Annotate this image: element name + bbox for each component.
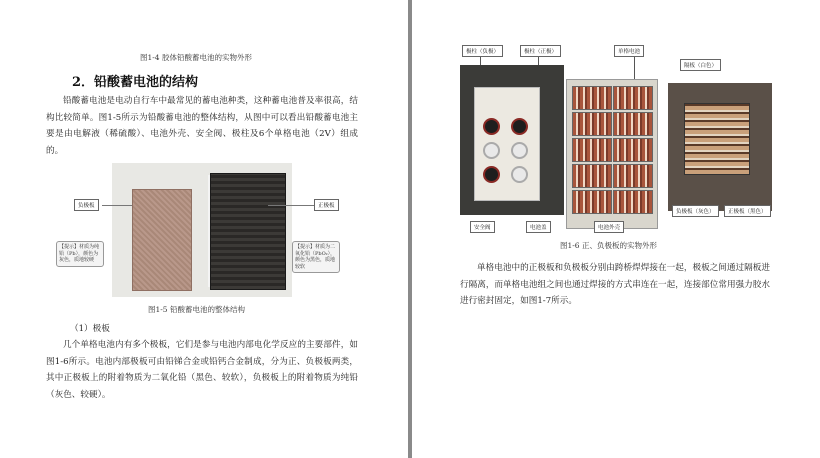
tag-safety-valve: 安全阀 [470, 221, 495, 233]
battery-interior-photo [112, 163, 292, 297]
leader-line [268, 205, 314, 206]
negative-plate-label: 负极板 [74, 199, 99, 211]
valve-cap [511, 166, 528, 183]
section-heading: 2．铅酸蓄电池的结构 [72, 75, 199, 90]
leader-line [102, 205, 132, 206]
leader-line [538, 57, 539, 65]
cell-image [613, 138, 653, 162]
leader-line [480, 57, 481, 65]
leader-line [634, 57, 635, 79]
right-paragraph: 单格电池中的正极板和负极板分别由跨桥焊焊接在一起，极板之间通过隔板进行隔离，而单格电池组之间也通过焊接的方式串连在一起，连接部位常用强力胶水进行密封固定，如图1-7所示。 [460, 263, 770, 307]
plates-paragraph: 几个单格电池内有多个极板，它们是参与电池内部电化学反应的主要部件，如图1-6所示。电池内部极板可由铅锑合金或铅钙合金制成，分为正、负极板两类，其中正极板上的附着物质为二氧化铅（黑色、较软），负极板上的附着物质为纯铅（灰色、较硬）。 [46, 340, 358, 400]
figure-1-4-caption: 图1-4 胶体铅酸蓄电池的实物外形 [140, 53, 252, 62]
positive-plate-image [210, 173, 286, 290]
valve-cap [511, 142, 528, 159]
valve-cap [483, 142, 500, 159]
tag-negative-post: 极柱（负极） [462, 45, 503, 57]
cell-image [572, 86, 612, 110]
cell-image [572, 138, 612, 162]
battery-lid-photo [460, 65, 564, 215]
plate-stack-photo [668, 83, 772, 211]
cell-image [572, 190, 612, 214]
right-page [412, 0, 820, 458]
figure-1-6 [458, 45, 772, 235]
cell-image [613, 86, 653, 110]
battery-case-photo [566, 79, 658, 229]
tag-positive-plate: 正极板（黑色） [724, 205, 771, 217]
tag-negative-plate: 负极板（灰色） [672, 205, 719, 217]
cell-image [572, 164, 612, 188]
note-positive-plate: 【提示】材质为二氧化铅（PbO₂），颜色为黑色，质地较软 [292, 241, 340, 273]
cell-image [613, 164, 653, 188]
battery-lid-image [474, 87, 540, 201]
intro-paragraph: 铅酸蓄电池是电动自行车中最常见的蓄电池种类，这种蓄电池普及率很高，结构比较简单。图1-5所示为铅酸蓄电池的整体结构，从图中可以看出铅酸蓄电池主要是由电解液（稀硫酸）、电池外壳、安全阀、极柱及6个单格电池（2V）组成的。 [46, 96, 358, 156]
tag-battery-lid: 电池盖 [526, 221, 551, 233]
cell-image [613, 190, 653, 214]
terminal-negative [483, 118, 500, 135]
figure-1-5-caption: 图1-5 铅酸蓄电池的整体结构 [148, 305, 245, 314]
tag-single-cell: 单格电池 [614, 45, 644, 57]
cell-image [572, 112, 612, 136]
tag-separator: 隔板（白色） [680, 59, 721, 71]
left-page [0, 0, 408, 458]
cell-image [613, 112, 653, 136]
plates-subheading: （1）极板 [70, 324, 110, 334]
figure-1-6-caption: 图1-6 正、负极板的实物外形 [560, 241, 657, 250]
terminal-positive [511, 118, 528, 135]
tag-positive-post: 极柱（正极） [520, 45, 561, 57]
note-negative-plate: 【提示】材质为纯铅（Pb），颜色为灰色，质地较硬 [56, 241, 104, 267]
plate-stack-image [684, 103, 750, 175]
figure-1-5 [46, 163, 360, 297]
tag-battery-case: 电池外壳 [594, 221, 624, 233]
valve-cap [483, 166, 500, 183]
positive-plate-label: 正极板 [314, 199, 339, 211]
negative-plate-image [132, 189, 192, 291]
